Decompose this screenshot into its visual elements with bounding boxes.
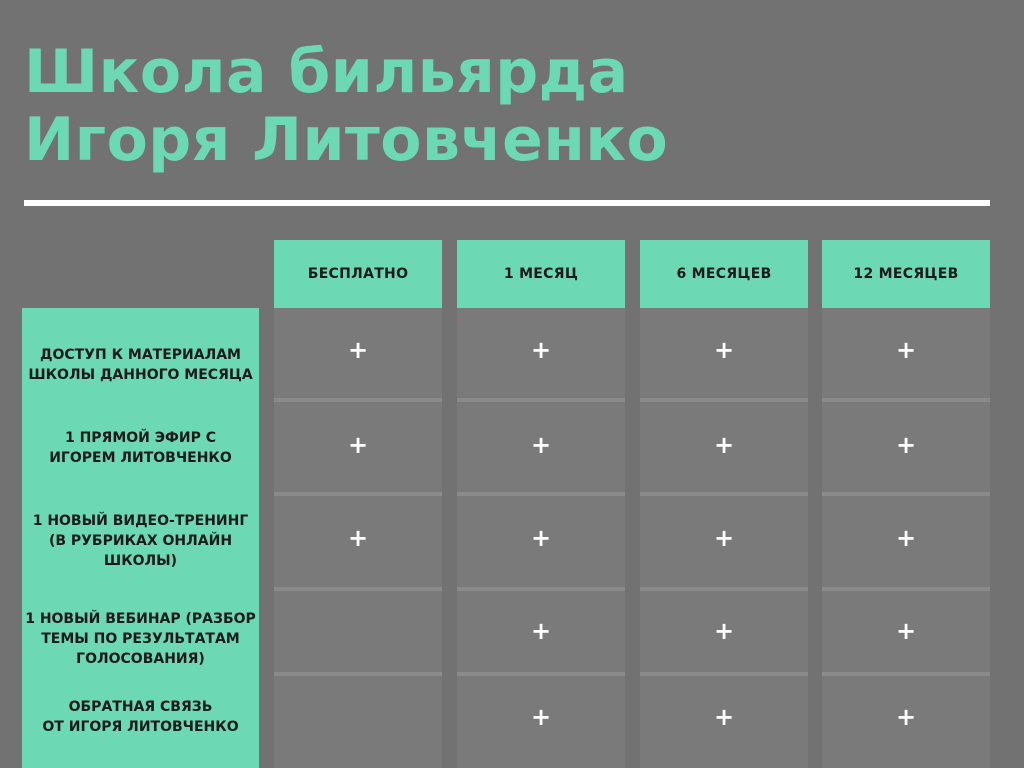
- feature-label: 1 ПРЯМОЙ ЭФИР С ИГОРЕМ ЛИТОВЧЕНКО: [49, 430, 232, 466]
- included-mark: +: [530, 524, 552, 552]
- row-separator: [274, 587, 442, 591]
- included-mark: +: [347, 336, 369, 364]
- included-mark: +: [895, 703, 917, 731]
- included-mark: +: [895, 431, 917, 459]
- plan-header: 1 МЕСЯЦ: [457, 240, 625, 308]
- plan-header: 12 МЕСЯЦЕВ: [822, 240, 990, 308]
- feature-label: ОБРАТНАЯ СВЯЗЬ ОТ ИГОРЯ ЛИТОВЧЕНКО: [42, 699, 239, 735]
- row-separator: [457, 587, 625, 591]
- row-separator: [822, 492, 990, 496]
- included-mark: +: [347, 524, 369, 552]
- feature-label: 1 НОВЫЙ ВЕБИНАР (РАЗБОР ТЕМЫ ПО РЕЗУЛЬТАТАМ ГОЛОСОВАНИЯ): [25, 611, 256, 667]
- row-separator: [457, 492, 625, 496]
- plan-header: 6 МЕСЯЦЕВ: [640, 240, 808, 308]
- row-separator: [457, 672, 625, 676]
- row-separator: [457, 398, 625, 402]
- included-mark: +: [713, 524, 735, 552]
- included-mark: +: [713, 617, 735, 645]
- feature-label: ДОСТУП К МАТЕРИАЛАМ ШКОЛЫ ДАННОГО МЕСЯЦА: [28, 347, 253, 383]
- row-separator: [822, 398, 990, 402]
- title-line-1: Школа бильярда: [24, 37, 629, 107]
- row-separator: [274, 672, 442, 676]
- included-mark: +: [713, 336, 735, 364]
- row-separator: [640, 398, 808, 402]
- row-separator: [822, 672, 990, 676]
- included-mark: +: [713, 431, 735, 459]
- row-separator: [640, 492, 808, 496]
- row-separator: [274, 492, 442, 496]
- included-mark: +: [895, 617, 917, 645]
- included-mark: +: [895, 336, 917, 364]
- included-mark: +: [530, 336, 552, 364]
- included-mark: +: [347, 431, 369, 459]
- plan-header: БЕСПЛАТНО: [274, 240, 442, 308]
- page-title: [24, 38, 668, 174]
- included-mark: +: [530, 703, 552, 731]
- title-line-2: Игоря Литовченко: [24, 105, 669, 175]
- row-separator: [822, 587, 990, 591]
- included-mark: +: [895, 524, 917, 552]
- included-mark: +: [713, 703, 735, 731]
- included-mark: +: [530, 617, 552, 645]
- row-separator: [274, 398, 442, 402]
- row-separator: [640, 672, 808, 676]
- feature-label: 1 НОВЫЙ ВИДЕО-ТРЕНИНГ (В РУБРИКАХ ОНЛАЙН ШКОЛЫ): [32, 513, 249, 569]
- row-separator: [640, 587, 808, 591]
- title-divider: [24, 200, 990, 206]
- included-mark: +: [530, 431, 552, 459]
